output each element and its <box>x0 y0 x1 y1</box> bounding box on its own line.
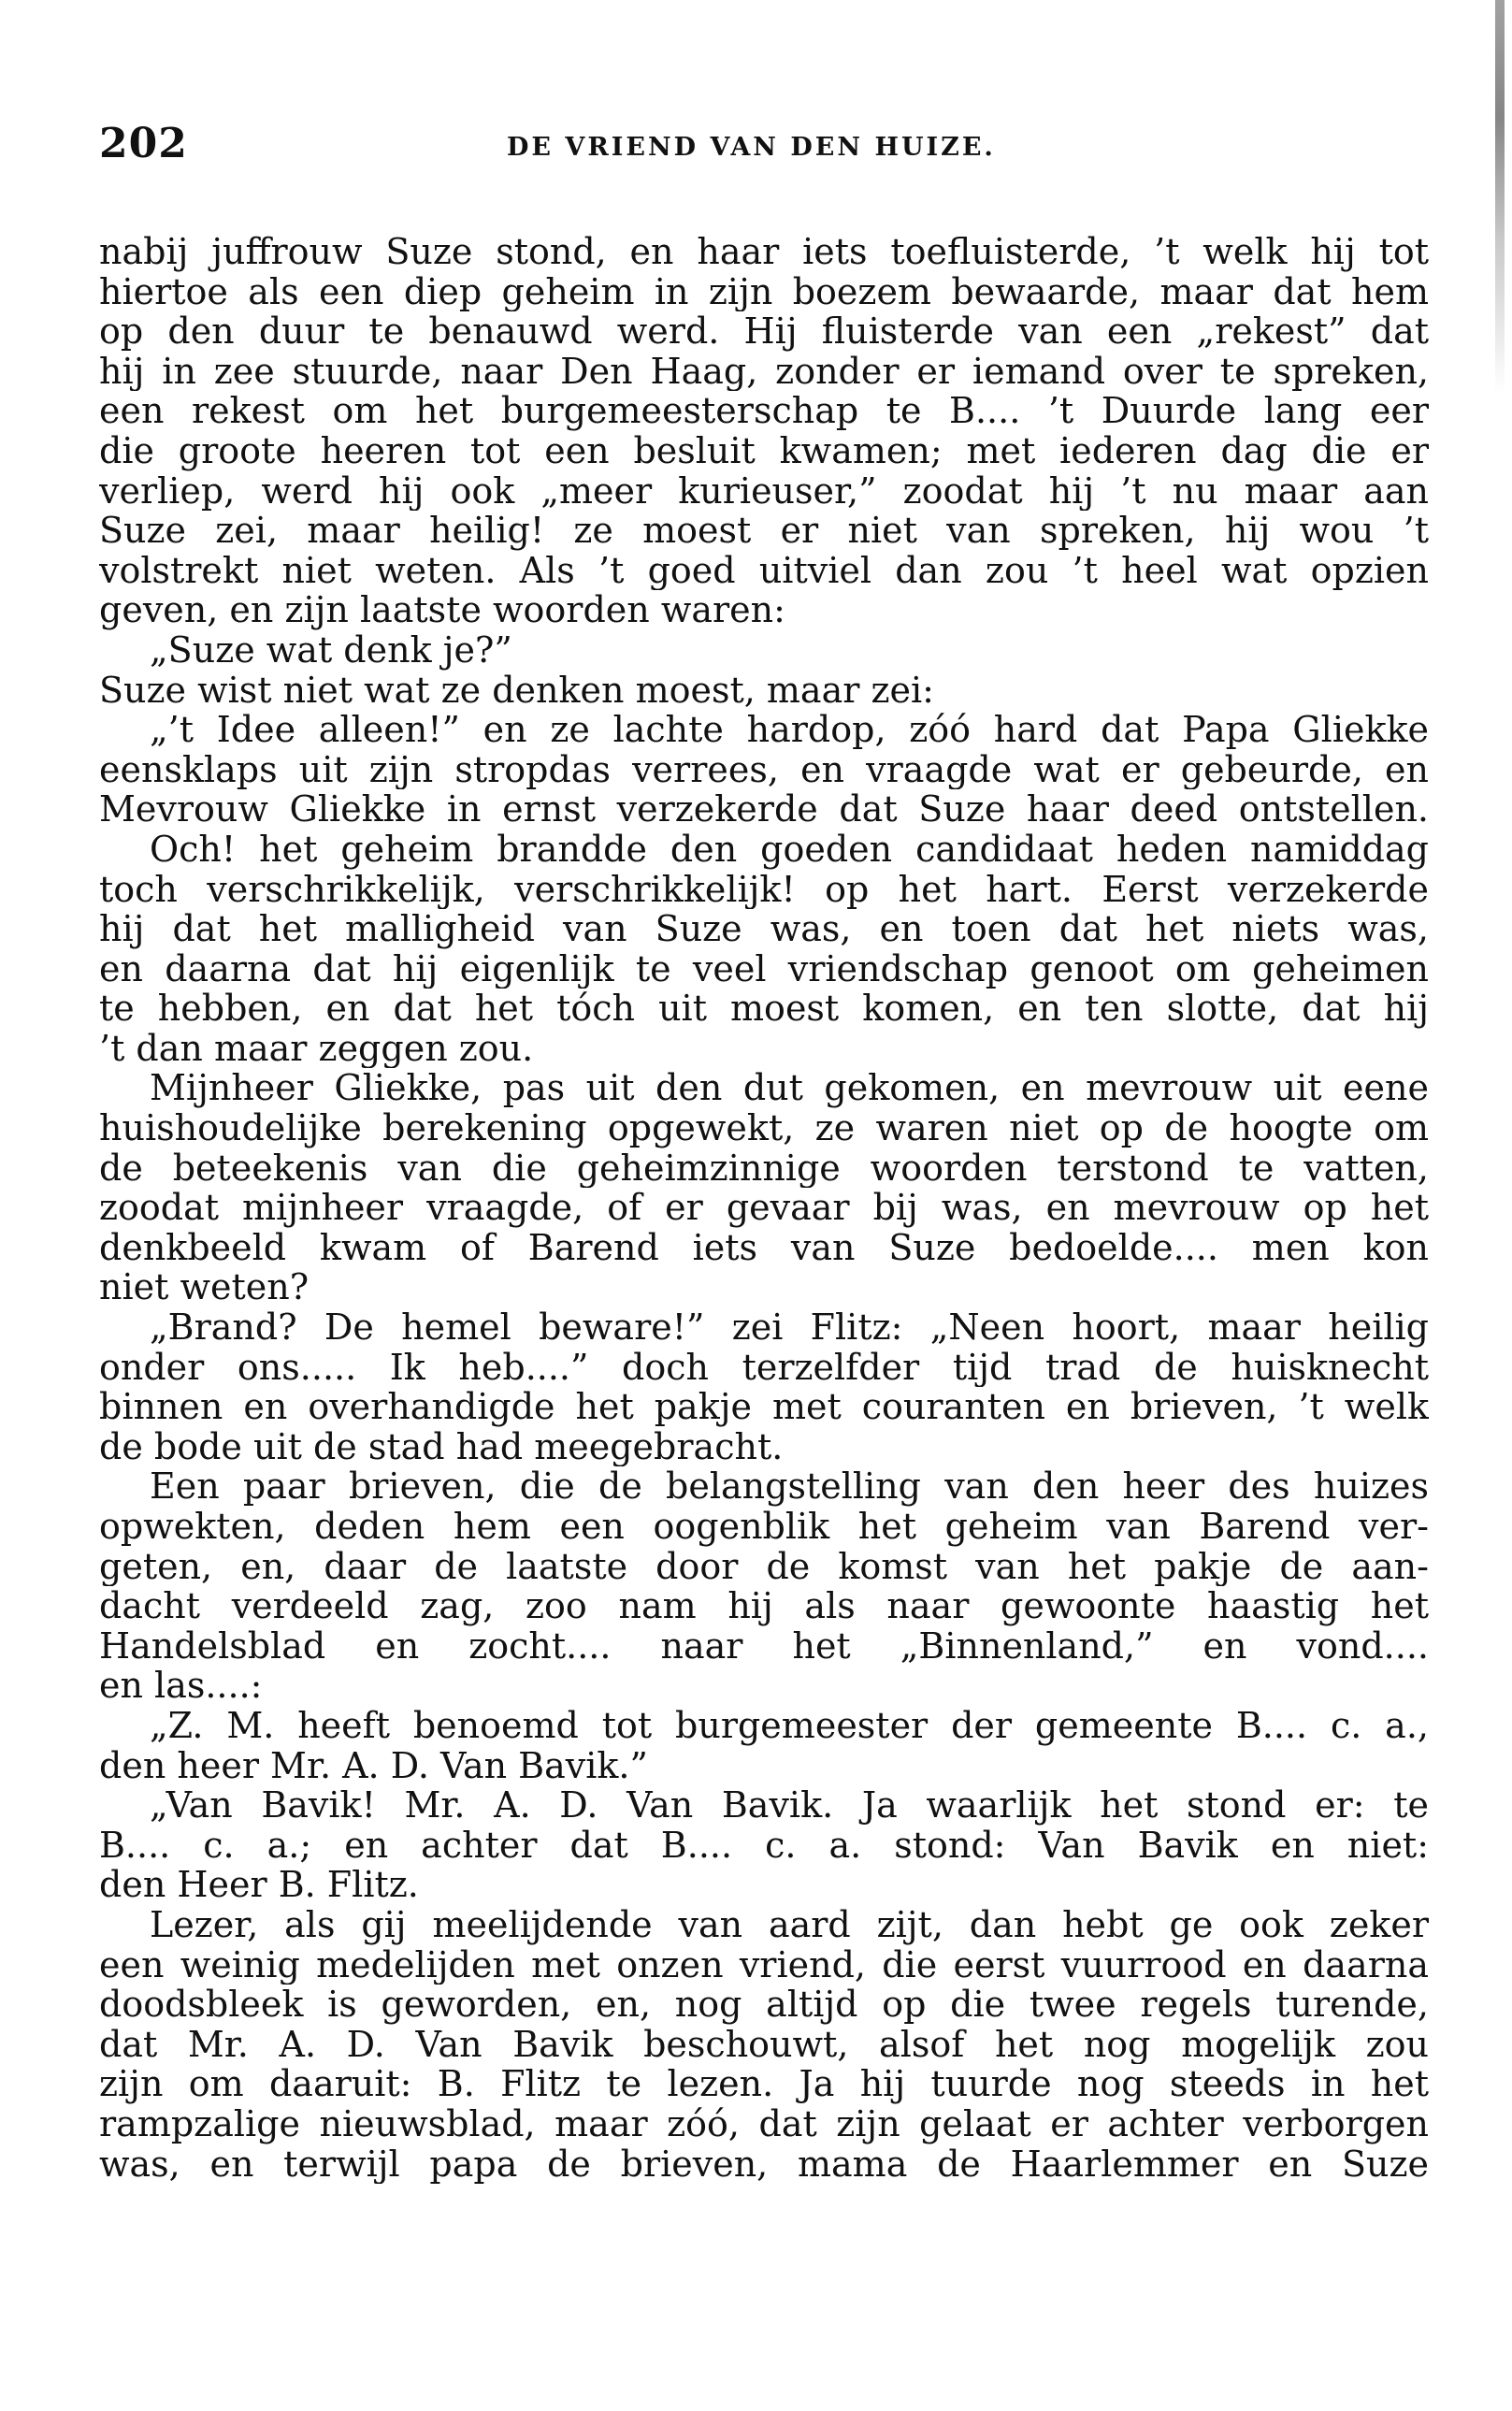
text-line: te hebben, en dat het tóch uit moest komen, en ten slotte, dat hij <box>99 989 1429 1029</box>
text-line: B.... c. a.; en achter dat B.... c. a. stond: Van Bavik en niet: <box>99 1825 1429 1866</box>
text-line: „Van Bavik! Mr. A. D. Van Bavik. Ja waarlijk het stond er: te <box>150 1785 1429 1826</box>
text-line: „Suze wat denk je?” <box>150 629 512 671</box>
text-line: ’t dan maar zeggen zou. <box>99 1028 534 1069</box>
text-line: een weinig medelijden met onzen vriend, die eerst vuurrood en daarna <box>99 1944 1429 1985</box>
text-line: dacht verdeeld zag, zoo nam hij als naar gewoonte haastig het <box>99 1586 1429 1626</box>
text-line: onder ons..... Ik heb....” doch terzelfder tijd trad de huisknecht <box>99 1347 1429 1388</box>
text-line: denkbeeld kwam of Barend iets van Suze bedoelde.... men kon <box>99 1227 1429 1268</box>
text-line: toch verschrikkelijk, verschrikkelijk! op het hart. Eerst verzekerde <box>99 869 1429 910</box>
text-line: Handelsblad en zocht.... naar het „Binnenland,” en vond.... <box>99 1625 1429 1667</box>
text-line: een rekest om het burgemeesterschap te B.... ’t Duurde lang eer <box>99 391 1429 431</box>
text-line: doodsbleek is geworden, en, nog altijd op die twee regels turende, <box>99 1985 1429 2025</box>
text-line: op den duur te benauwd werd. Hij fluisterde van een „rekest” dat <box>99 311 1429 352</box>
text-line: Och! het geheim brandde den goeden candidaat heden namiddag <box>150 829 1429 870</box>
page-number: 202 <box>99 120 188 167</box>
page-header <box>99 112 1427 168</box>
text-line: Mevrouw Gliekke in ernst verzekerde dat Suze haar deed ontstellen. <box>99 789 1429 830</box>
text-line: de beteekenis van die geheimzinnige woorden terstond te vatten, <box>99 1148 1429 1189</box>
text-line: eensklaps uit zijn stropdas verrees, en vraagde wat er gebeurde, en <box>99 749 1429 790</box>
text-line: geven, en zijn laatste woorden waren: <box>99 590 785 630</box>
text-line: niet weten? <box>99 1267 310 1308</box>
text-line: zoodat mijnheer vraagde, of er gevaar bij was, en mevrouw op het <box>99 1188 1429 1228</box>
text-line: Lezer, als gij meelijdende van aard zijt, dan hebt ge ook zeker <box>150 1904 1429 1945</box>
text-line: rampzalige nieuwsblad, maar zóó, dat zijn gelaat er achter verborgen <box>99 2103 1429 2144</box>
text-line: Suze zei, maar heilig! ze moest er niet van spreken, hij wou ’t <box>99 511 1429 551</box>
text-line: Een paar brieven, die de belangstelling van den heer des huizes <box>150 1466 1429 1507</box>
text-line: hiertoe als een diep geheim in zijn boezem bewaarde, maar dat hem <box>99 271 1429 312</box>
text-line: „Z. M. heeft benoemd tot burgemeester der gemeente B.... c. a., <box>150 1705 1429 1746</box>
text-line: hij dat het malligheid van Suze was, en toen dat het niets was, <box>99 909 1429 949</box>
text-line: huishoudelijke berekening opgewekt, ze waren niet op de hoogte om <box>99 1108 1429 1148</box>
text-line: „Brand? De hemel beware!” zei Flitz: „Neen hoort, maar heilig <box>150 1307 1429 1348</box>
text-line: die groote heeren tot een besluit kwamen; met iederen dag die er <box>99 430 1429 471</box>
text-line: den Heer B. Flitz. <box>99 1865 419 1905</box>
text-line: en las....: <box>99 1666 263 1706</box>
text-line: den heer Mr. A. D. Van Bavik.” <box>99 1745 648 1786</box>
text-line: „’t Idee alleen!” en ze lachte hardop, zóó hard dat Papa Gliekke <box>150 710 1429 750</box>
text-line: opwekten, deden hem een oogenblik het geheim van Barend ver- <box>99 1507 1429 1547</box>
text-line: dat Mr. A. D. Van Bavik beschouwt, alsof het nog mogelijk zou <box>99 2024 1429 2065</box>
text-line: volstrekt niet weten. Als ’t goed uitviel dan zou ’t heel wat opzien <box>99 550 1429 591</box>
text-line: en daarna dat hij eigenlijk te veel vriendschap genoot om geheimen <box>99 948 1429 989</box>
text-line: zijn om daaruit: B. Flitz te lezen. Ja hij tuurde nog steeds in het <box>99 2064 1429 2104</box>
text-line: was, en terwijl papa de brieven, mama de Haarlemmer en Suze <box>99 2144 1429 2185</box>
text-line: hij in zee stuurde, naar Den Haag, zonder er iemand over te spreken, <box>99 351 1429 392</box>
text-line: Suze wist niet wat ze denken moest, maar zei: <box>99 670 934 711</box>
text-line: de bode uit de stad had meegebracht. <box>99 1426 784 1467</box>
scan-edge-shadow <box>1495 0 1505 393</box>
text-line: Mijnheer Gliekke, pas uit den dut gekomen, en mevrouw uit eene <box>150 1068 1429 1109</box>
body-text <box>99 232 1429 2184</box>
text-line: binnen en overhandigde het pakje met couranten en brieven, ’t welk <box>99 1387 1429 1427</box>
text-line: geten, en, daar de laatste door de komst van het pakje de aan- <box>99 1546 1429 1587</box>
text-line: verliep, werd hij ook „meer kurieuser,” zoodat hij ’t nu maar aan <box>99 470 1429 512</box>
text-line: nabij juffrouw Suze stond, en haar iets toefluisterde, ’t welk hij tot <box>99 232 1429 272</box>
running-title: DE VRIEND VAN DEN HUIZE. <box>507 133 996 162</box>
